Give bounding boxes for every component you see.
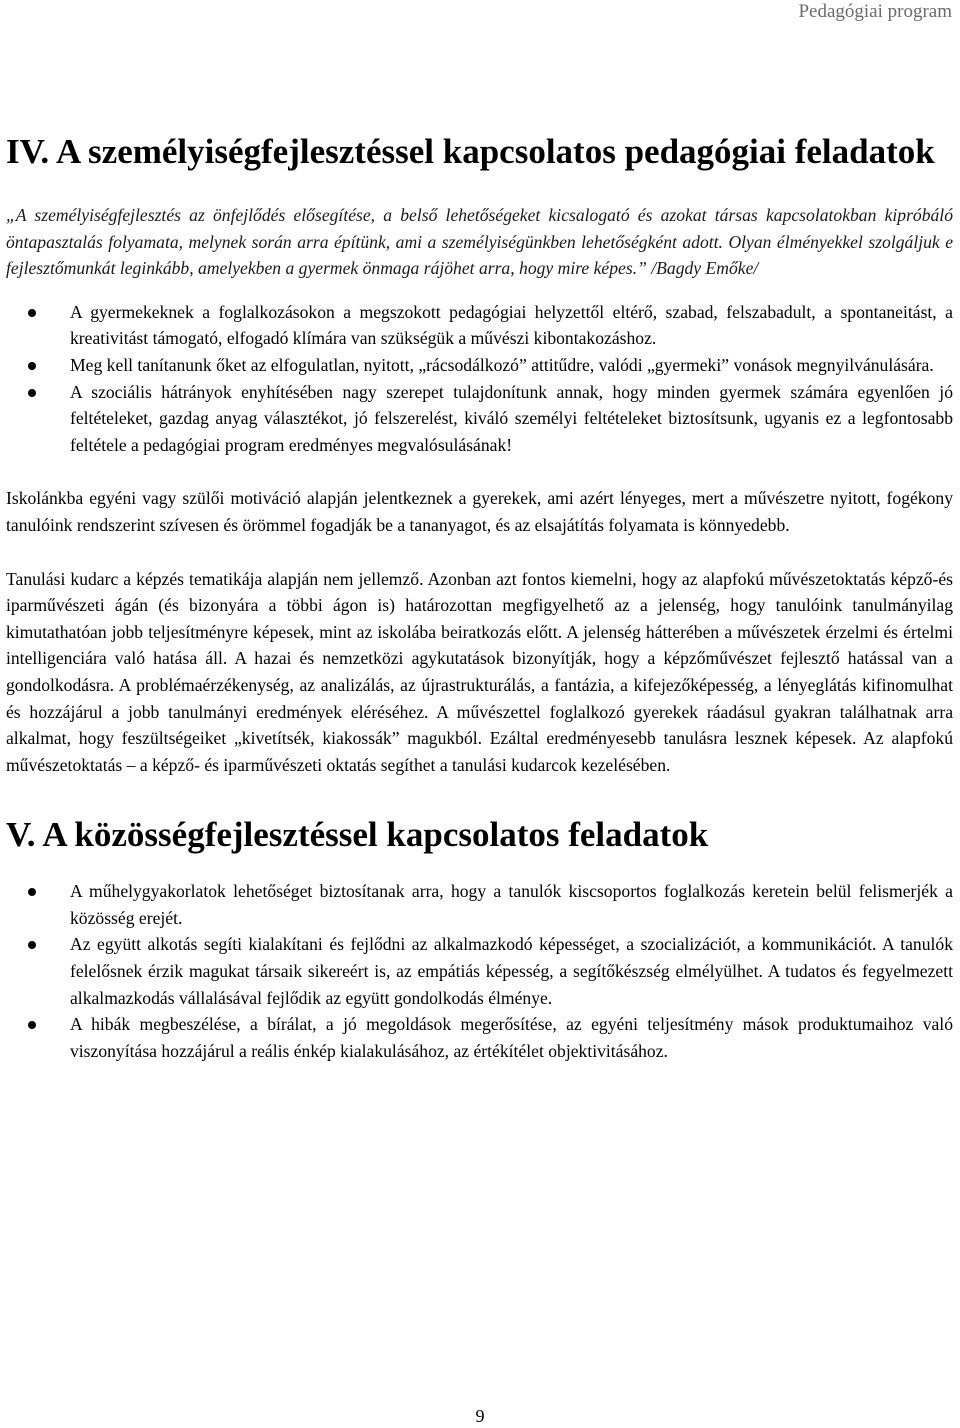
running-header: Pedagógiai program xyxy=(798,1,952,22)
bullet-icon xyxy=(28,941,36,949)
epigraph-quote xyxy=(6,202,953,282)
bullet-list-v xyxy=(6,878,953,1064)
bullet-icon xyxy=(28,362,36,370)
list-item: Meg kell tanítanunk őket az elfogulatlan, nyitott, „rácsodálkozó” attitűdre, valódi „gyermeki” vonások megnyilvánulására. xyxy=(6,352,953,379)
bullet-list-iv xyxy=(6,299,953,459)
bullet-icon xyxy=(28,888,36,896)
list-item: A hibák megbeszélése, a bírálat, a jó megoldások megerősítése, az egyéni teljesítmény mások produktumaihoz való viszonyítása hozzájárul a reális énkép kialakulásához, az értékítélet objektivitásához. xyxy=(6,1011,953,1064)
quote-author: /Bagdy Emőke/ xyxy=(651,258,759,279)
paragraph: Iskolánkba egyéni vagy szülői motiváció alapján jelentkeznek a gyerekek, ami azért lényeges, mert a művészetre nyitott, fogékony tanulóink rendszerint szívesen és örömmel fogadják be a tananyagot, és az elsajátítás folyamata is könnyedebb. xyxy=(6,488,953,535)
list-item: A gyermekeknek a foglalkozásokon a megszokott pedagógiai helyzettől eltérő, szabad, felszabadult, a spontaneitást, a kreativitást támogató, elfogadó klímára van szükségük a művészi kibontakozáshoz. xyxy=(6,299,953,352)
page-number: 9 xyxy=(475,1406,485,1426)
section-heading-v: V. A közösségfejlesztéssel kapcsolatos feladatok xyxy=(6,815,709,855)
bullet-icon xyxy=(28,389,36,397)
section-heading-iv: IV. A személyiségfejlesztéssel kapcsolatos pedagógiai feladatok xyxy=(6,132,935,171)
bullet-icon xyxy=(28,1021,36,1029)
page-content xyxy=(6,130,953,1064)
quote-text: „A személyiségfejlesztés az önfejlődés elősegítése, a belső lehetőségeket kicsalogató és azokat társas kapcsolatokban kipróbáló öntapasztalás folyamata, melynek során arra építünk, ami a személyiségünkben lehetőségként adott. Olyan élményekkel szolgáljuk e fejlesztőmunkát leginkább, amelyekben a gyermek önmaga rájöhet arra, hogy mire képes.” xyxy=(6,205,953,279)
list-item: Az együtt alkotás segíti kialakítani és fejlődni az alkalmazkodó képességet, a szocializációt, a kommunikációt. A tanulók felelősnek érzik magukat társaik sikereért is, az empátiás képesség, a segítőkészség elmélyülhet. A tudatos és fegyelmezett alkalmazkodás vállalásával fejlődik az együtt gondolkodás élménye. xyxy=(6,931,953,1011)
list-item: A műhelygyakorlatok lehetőséget biztosítanak arra, hogy a tanulók kiscsoportos foglalkozás keretein belül felismerjék a közösség erejét. xyxy=(6,878,953,931)
list-item: A szociális hátrányok enyhítésében nagy szerepet tulajdonítunk annak, hogy minden gyermek számára egyenlően jó feltételeket, gazdag anyag választékot, jó felszerelést, kiváló személyi feltételeket biztosítsunk, ugyanis ez a legfontosabb feltétele a pedagógiai program eredményes megvalósulásának! xyxy=(6,379,953,459)
bullet-icon xyxy=(28,309,36,317)
paragraph: Tanulási kudarc a képzés tematikája alapján nem jellemző. Azonban azt fontos kiemelni, hogy az alapfokú művészetoktatás képző-és iparművészeti ágán (és bizonyára a többi ágon is) határozottan megfigyelhető az a jelenség, hogy tanulóink tanulmányilag kimutathatóan jobb teljesítményre képesek, mint az iskolába beiratkozás előtt. A jelenség hátterében a művészetek érzelmi és értelmi intelligenciára való hatása áll. A hazai és nemzetközi agykutatások bizonyítják, hogy a képzőművészet fejlesztő hatással van a gondolkodásra. A problémaérzékenység, az analizálás, az újrastrukturálás, a fantázia, a kifejezőképesség, a lényeglátás kifinomulhat és hozzájárul a jobb tanulmányi eredmények eléréséhez. A művészettel foglalkozó gyerekek ráadásul gyakran találhatnak arra alkalmat, hogy feszültségeiket „kivetítsék, kiakossák” magukból. Ezáltal eredményesebb tanulásra lesznek képesek. Az alapfokú művészetoktatás – a képző- és iparművészeti oktatás segíthet a tanulási kudarcok kezelésében. xyxy=(6,568,953,775)
